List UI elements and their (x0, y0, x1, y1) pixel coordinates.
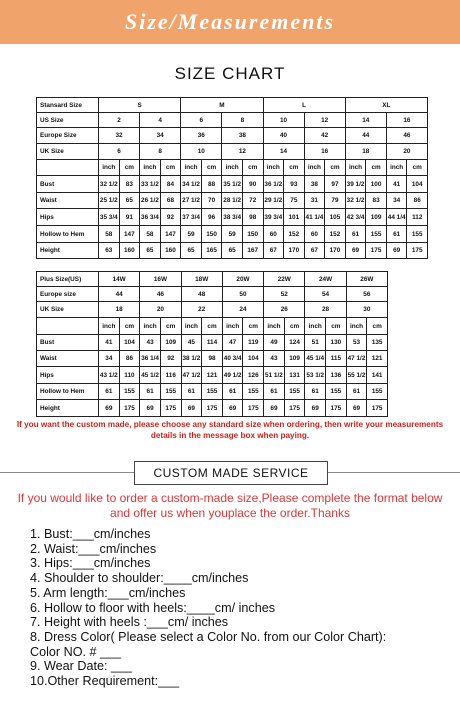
row-label: Waist (37, 193, 99, 209)
table-cell: 18 (99, 302, 140, 318)
table-cell: 45 1/4 (305, 351, 326, 367)
table-cell: 100 (366, 176, 387, 193)
table-cell: 88 (201, 176, 222, 193)
table-cell: 39 1/2 (345, 176, 366, 193)
table-cell: 65 (140, 243, 161, 259)
table-cell: 92 (160, 351, 181, 367)
table-cell: 36 1/4 (140, 351, 161, 367)
table-cell: 26 (264, 302, 305, 318)
table-cell: 61 (222, 384, 243, 400)
table-cell: 38 (304, 176, 325, 193)
table-cell: 14 (345, 113, 386, 128)
table-cell: 46 (386, 128, 427, 144)
table-cell: 61 (345, 226, 366, 243)
row-label: Height (37, 400, 99, 417)
table-cell: 43 (264, 351, 285, 367)
table-cell: 175 (119, 400, 140, 417)
table-cell: 52 (264, 287, 305, 302)
table-cell: 18W (181, 272, 222, 287)
table-cell: 51 (305, 335, 326, 351)
table-cell: 150 (201, 226, 222, 243)
table-row (37, 128, 428, 144)
row-label (37, 160, 99, 176)
table-cell: 20W (222, 272, 263, 287)
table-cell: 30 (346, 302, 387, 318)
table-cell: 53 1/2 (305, 367, 326, 384)
table-cell: 46 (140, 287, 181, 302)
table-cell: 47 (222, 335, 243, 351)
table-cell: 155 (284, 384, 305, 400)
table-cell: 41 (386, 176, 407, 193)
table-cell: 67 (304, 243, 325, 259)
table-row (37, 367, 388, 384)
table-cell: cm (160, 160, 181, 176)
requirement-item: 4. Shoulder to shoulder:____cm/inches (30, 571, 249, 586)
table-row (37, 272, 388, 287)
table-cell: 61 (140, 384, 161, 400)
table-cell: 124 (284, 335, 305, 351)
table-cell: 119 (243, 335, 264, 351)
table-cell: 61 (305, 384, 326, 400)
requirement-item: 10.Other Requirement:___ (30, 674, 180, 689)
row-label: Height (37, 243, 99, 259)
table-cell: 110 (119, 367, 140, 384)
table-cell: 135 (367, 335, 388, 351)
table-cell: 126 (243, 367, 264, 384)
table-cell: 152 (325, 226, 346, 243)
table-cell: 175 (160, 400, 181, 417)
table-cell: 10 (181, 144, 222, 160)
table-cell: cm (325, 160, 346, 176)
table-row (37, 209, 428, 226)
table-cell: 8 (222, 113, 263, 128)
table-cell: 40 3/4 (222, 351, 243, 367)
table-cell: cm (242, 160, 263, 176)
table-cell: 155 (119, 384, 140, 400)
table-cell: 72 (242, 193, 263, 209)
row-label: Waist (37, 351, 99, 367)
table-cell: 86 (119, 351, 140, 367)
table-cell: 34 1/2 (181, 176, 202, 193)
requirement-item: 1. Bust:___cm/inches (30, 527, 151, 541)
table-row (37, 318, 388, 335)
row-label: Hips (37, 209, 99, 226)
table-cell: 121 (202, 367, 223, 384)
table-row (37, 351, 388, 367)
table-cell: 69 (264, 400, 285, 417)
banner-title: Size/Measurements (124, 9, 336, 34)
table-cell: 6 (181, 113, 222, 128)
table-cell: 91 (119, 209, 140, 226)
table-cell: 65 (119, 193, 140, 209)
table-row (37, 243, 428, 259)
table-cell: 55 1/2 (346, 367, 367, 384)
table-row (37, 226, 428, 243)
table-cell: 155 (202, 384, 223, 400)
table-cell: 160 (119, 243, 140, 259)
table-cell: 4 (140, 113, 181, 128)
requirement-item: Color NO. # ___ (30, 644, 121, 659)
table-cell: 37 3/4 (181, 209, 202, 226)
custom-made-note: If you want the custom made, please choose any standard size when ordering, then write your measurements details in the message box when paying. (16, 420, 444, 440)
table-cell: 20 (386, 144, 427, 160)
table-row (37, 384, 388, 400)
table-cell: 45 (181, 335, 202, 351)
table-cell: cm (119, 318, 140, 335)
table-cell: 175 (284, 400, 305, 417)
table-row (37, 400, 388, 417)
table-cell: cm (407, 160, 428, 176)
table-cell: 147 (119, 226, 140, 243)
table-cell: inch (222, 160, 243, 176)
table-cell: 175 (202, 400, 223, 417)
table-cell: cm (160, 318, 181, 335)
table-cell: 109 (366, 209, 387, 226)
table-cell: 34 (140, 128, 181, 144)
divider-right (327, 472, 460, 473)
table-cell: 170 (325, 243, 346, 259)
table-cell: 61 (346, 384, 367, 400)
row-label: UK Size (37, 302, 99, 318)
table-cell: 33 1/2 (140, 176, 161, 193)
table-cell: 90 (242, 176, 263, 193)
table-cell: 39 3/4 (263, 209, 284, 226)
table-row (37, 193, 428, 209)
table-cell: 2 (99, 113, 140, 128)
table-cell: 59 (222, 226, 243, 243)
table-cell: 42 3/4 (345, 209, 366, 226)
table-cell: 67 (263, 243, 284, 259)
table-cell: cm (284, 318, 305, 335)
table-cell: cm (284, 160, 305, 176)
table-cell: inch (304, 160, 325, 176)
table-cell: 12 (304, 113, 345, 128)
table-cell: 34 (386, 193, 407, 209)
table-row (37, 335, 388, 351)
table-cell: 32 (99, 128, 140, 144)
table-cell: inch (140, 160, 161, 176)
table-cell: 36 3/4 (140, 209, 161, 226)
table-cell: 65 (181, 243, 202, 259)
table-cell: 155 (160, 384, 181, 400)
table-cell: 155 (326, 384, 347, 400)
table-cell: 136 (326, 367, 347, 384)
table-cell: 175 (326, 400, 347, 417)
row-label: UK Size (37, 144, 99, 160)
table-cell: inch (181, 160, 202, 176)
table-cell: 105 (325, 209, 346, 226)
table-cell: 86 (407, 193, 428, 209)
table-cell: 51 1/2 (264, 367, 285, 384)
table-cell: 54 (305, 287, 346, 302)
table-cell: 42 (304, 128, 345, 144)
table-cell: 69 (222, 400, 243, 417)
table-row (37, 98, 428, 113)
table-row (37, 113, 428, 128)
table-cell: 167 (242, 243, 263, 259)
table-cell: 115 (326, 351, 347, 367)
table-cell: 38 3/4 (222, 209, 243, 226)
table-cell: M (181, 98, 263, 113)
table-cell: inch (263, 160, 284, 176)
table-cell: 69 (305, 400, 326, 417)
table-cell: 175 (367, 400, 388, 417)
table-cell: 60 (263, 226, 284, 243)
table-cell: 10 (263, 113, 304, 128)
table-cell: 69 (345, 243, 366, 259)
requirement-item: 6. Hollow to floor with heels:____cm/ inches (30, 600, 276, 615)
table-cell: 22W (264, 272, 305, 287)
row-label: Europe Size (37, 128, 99, 144)
table-cell: 101 (284, 209, 305, 226)
table-cell: 47 1/2 (346, 351, 367, 367)
table-cell: 14W (99, 272, 140, 287)
table-cell: 38 (222, 128, 263, 144)
table-cell: 58 (140, 226, 161, 243)
table-cell: 150 (242, 226, 263, 243)
table-cell: 109 (160, 335, 181, 351)
table-cell: 147 (160, 226, 181, 243)
row-label: US Size (37, 113, 99, 128)
table-row (37, 287, 388, 302)
table-cell: 175 (366, 243, 387, 259)
table-cell: 155 (366, 226, 387, 243)
table-cell: L (263, 98, 345, 113)
table-cell: inch (305, 318, 326, 335)
table-cell: cm (119, 160, 140, 176)
table-cell: 40 (263, 128, 304, 144)
table-cell: 69 (386, 243, 407, 259)
table-cell: 69 (346, 400, 367, 417)
table-cell: 165 (201, 243, 222, 259)
table-cell: 97 (325, 176, 346, 193)
table-cell: 109 (284, 351, 305, 367)
table-cell: 61 (264, 384, 285, 400)
row-label: Hollow to Hem (37, 384, 99, 400)
table-cell: 26W (346, 272, 387, 287)
table-cell: 20 (140, 302, 181, 318)
table-cell: 24 (222, 302, 263, 318)
table-cell: 104 (119, 335, 140, 351)
table-cell: 49 (264, 335, 285, 351)
table-cell: 35 3/4 (99, 209, 120, 226)
table-cell: 44 1/4 (386, 209, 407, 226)
table-cell: 16 (386, 113, 427, 128)
table-cell: 114 (202, 335, 223, 351)
table-cell: 61 (181, 384, 202, 400)
table-cell: inch (99, 160, 120, 176)
table-cell: 28 1/2 (222, 193, 243, 209)
table-cell: inch (386, 160, 407, 176)
table-cell: 104 (243, 351, 264, 367)
table-cell: 56 (346, 287, 387, 302)
table-cell: 18 (345, 144, 386, 160)
custom-made-service-heading (134, 461, 328, 485)
table-cell: 96 (201, 209, 222, 226)
table-cell: 6 (99, 144, 140, 160)
table-cell: 45 1/2 (140, 367, 161, 384)
table-cell: 49 1/2 (222, 367, 243, 384)
table-cell: cm (326, 318, 347, 335)
table-cell: S (99, 98, 181, 113)
custom-order-intro: If you would like to order a custom-made size,Please complete the format below and offer us when youplace the order.Thanks (17, 491, 443, 520)
row-label: Bust (37, 176, 99, 193)
table-cell: 58 (99, 226, 120, 243)
table-cell: inch (222, 318, 243, 335)
table-cell: inch (346, 318, 367, 335)
table-cell: cm (202, 318, 223, 335)
table-cell: inch (264, 318, 285, 335)
table-cell: 61 (386, 226, 407, 243)
table-cell: 26 1/2 (140, 193, 161, 209)
table-cell: inch (181, 318, 202, 335)
table-cell: 175 (407, 243, 428, 259)
table-cell: 63 (99, 243, 120, 259)
table-cell: 14 (263, 144, 304, 160)
table-cell: 70 (201, 193, 222, 209)
table-cell: 12 (222, 144, 263, 160)
table-cell: 31 (304, 193, 325, 209)
requirement-item: 9. Wear Date: ___ (30, 659, 132, 674)
requirement-item: 3. Hips:___cm/inches (30, 556, 151, 571)
row-label: Plus Size(US) (37, 272, 99, 287)
table-cell: 155 (407, 226, 428, 243)
table-row (37, 302, 388, 318)
table-cell: inch (99, 318, 120, 335)
table-cell: 65 (222, 243, 243, 259)
requirement-item: 8. Dress Color( Please select a Color No. from our Color Chart): (30, 629, 387, 644)
table-cell: 43 1/2 (99, 367, 120, 384)
table-cell: 35 1/2 (222, 176, 243, 193)
table-cell: cm (366, 160, 387, 176)
table-cell: inch (140, 318, 161, 335)
table-cell: 32 1/2 (99, 176, 120, 193)
title-banner (0, 0, 460, 44)
table-cell: 116 (160, 367, 181, 384)
table-cell: 155 (367, 384, 388, 400)
table-cell: 48 (181, 287, 222, 302)
table-cell: 84 (160, 176, 181, 193)
requirement-item: 7. Height with heels :___cm/ inches (30, 615, 229, 630)
requirement-item: 2. Waist:___cm/inches (30, 541, 157, 556)
measurement-requirements-list (30, 527, 450, 689)
table-cell: 170 (284, 243, 305, 259)
table-cell: XL (345, 98, 427, 113)
table-cell: 131 (284, 367, 305, 384)
table-cell: 24W (305, 272, 346, 287)
row-label (37, 318, 99, 335)
table-cell: 25 1/2 (99, 193, 120, 209)
table-cell: 160 (160, 243, 181, 259)
table-cell: 59 (181, 226, 202, 243)
table-cell: 36 (181, 128, 222, 144)
table-cell: cm (201, 160, 222, 176)
table-cell: cm (367, 318, 388, 335)
divider-left (0, 472, 134, 473)
table-cell: 79 (325, 193, 346, 209)
table-cell: 16 (304, 144, 345, 160)
table-cell: 27 1/2 (181, 193, 202, 209)
standard-size-table (36, 97, 428, 259)
row-label: Hollow to Hem (37, 226, 99, 243)
table-cell: 36 1/2 (263, 176, 284, 193)
table-cell: 175 (243, 400, 264, 417)
table-row (37, 144, 428, 160)
row-label: Bust (37, 335, 99, 351)
table-cell: 61 (99, 384, 120, 400)
table-cell: 104 (407, 176, 428, 193)
table-cell: 83 (119, 176, 140, 193)
row-label: Europe size (37, 287, 99, 302)
table-cell: 69 (181, 400, 202, 417)
service-title: CUSTOM MADE SERVICE (153, 466, 309, 480)
size-chart-title: SIZE CHART (174, 64, 286, 83)
table-cell: 83 (366, 193, 387, 209)
table-cell: 47 1/2 (181, 367, 202, 384)
table-cell: 60 (304, 226, 325, 243)
table-row (37, 176, 428, 193)
table-cell: 93 (284, 176, 305, 193)
table-cell: 92 (160, 209, 181, 226)
plus-size-table (36, 271, 388, 417)
table-cell: 22 (181, 302, 222, 318)
table-cell: 69 (99, 400, 120, 417)
table-cell: 29 1/2 (263, 193, 284, 209)
table-cell: inch (345, 160, 366, 176)
table-cell: 68 (160, 193, 181, 209)
table-cell: 152 (284, 226, 305, 243)
table-cell: 75 (284, 193, 305, 209)
table-cell: 50 (222, 287, 263, 302)
table-cell: 41 (99, 335, 120, 351)
table-row (37, 160, 428, 176)
table-cell: 8 (140, 144, 181, 160)
table-cell: 34 (99, 351, 120, 367)
table-cell: 43 (140, 335, 161, 351)
row-label: Hips (37, 367, 99, 384)
table-cell: 121 (367, 351, 388, 367)
table-cell: 130 (326, 335, 347, 351)
table-cell: cm (243, 318, 264, 335)
table-cell: 141 (367, 367, 388, 384)
table-cell: 69 (140, 400, 161, 417)
table-cell: 44 (99, 287, 140, 302)
requirement-item: 5. Arm length:___cm/inches (30, 585, 186, 600)
table-cell: 41 1/4 (304, 209, 325, 226)
table-cell: 16W (140, 272, 181, 287)
table-cell: 98 (242, 209, 263, 226)
table-cell: 38 1/2 (181, 351, 202, 367)
table-cell: 53 (346, 335, 367, 351)
row-label: Stansard Size (37, 98, 99, 113)
table-cell: 155 (243, 384, 264, 400)
table-cell: 44 (345, 128, 386, 144)
table-cell: 28 (305, 302, 346, 318)
table-cell: 98 (202, 351, 223, 367)
table-cell: 32 1/2 (345, 193, 366, 209)
table-cell: 112 (407, 209, 428, 226)
